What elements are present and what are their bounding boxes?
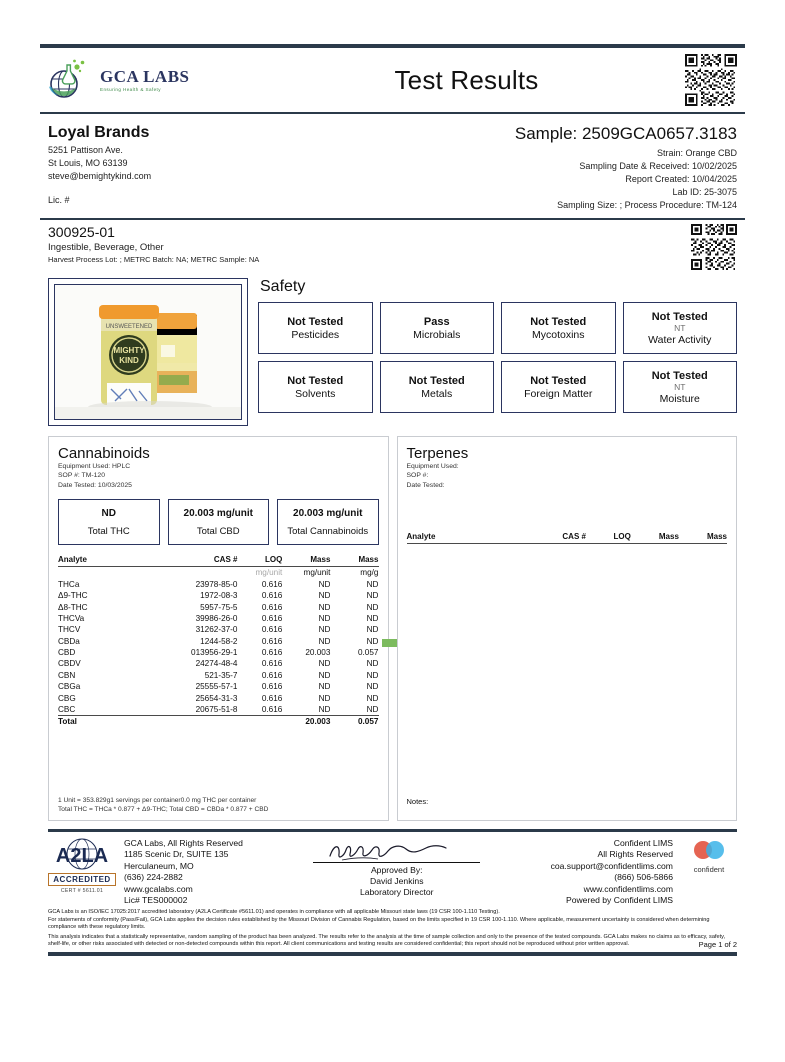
cell-analyte: THCV	[58, 624, 154, 635]
table-row	[58, 647, 379, 658]
lims-block	[551, 838, 737, 906]
terpenes-title: Terpenes	[407, 445, 728, 462]
sample-strain: Strain: Orange CBD	[515, 147, 737, 160]
terpenes-date-tested: Date Tested:	[407, 482, 728, 490]
cell-loq: 0.616	[237, 681, 282, 692]
cell-loq: 0.616	[237, 670, 282, 681]
col-mass-unit: Mass	[282, 555, 330, 567]
cell-mass-unit: ND	[282, 613, 330, 624]
product-photo	[54, 284, 242, 420]
table-total-row	[58, 716, 379, 728]
col-analyte: Analyte	[58, 555, 154, 567]
table-header-row	[407, 532, 728, 544]
cannabinoids-sop: SOP #: TM-120	[58, 472, 379, 480]
accreditation-block	[48, 838, 243, 906]
lims-phone: (866) 506-5866	[551, 872, 673, 883]
safety-value: Pass	[424, 316, 450, 328]
logo-tagline: Ensuring Health & Safety	[100, 88, 190, 93]
total-label: Total CBD	[197, 526, 240, 537]
safety-box-foreign-matter	[501, 361, 616, 413]
cell-analyte: CBD	[58, 647, 154, 658]
safety-sub: NT	[674, 324, 685, 333]
cell-mass-unit: ND	[282, 579, 330, 590]
cell-analyte: CBN	[58, 670, 154, 681]
safety-results	[258, 278, 737, 426]
table-row	[58, 601, 379, 612]
table-row	[58, 704, 379, 716]
cell-analyte: THCa	[58, 579, 154, 590]
product-lot: Harvest Process Lot: ; METRC Batch: NA; METRC Sample: NA	[48, 255, 259, 264]
cell-cas: 25654-31-3	[154, 692, 237, 703]
cannabinoids-panel	[48, 436, 389, 821]
col-mass-unit: Mass	[631, 532, 679, 544]
safety-grid	[258, 302, 737, 413]
cell-loq: 0.616	[237, 601, 282, 612]
safety-value: Not Tested	[287, 316, 343, 328]
table-row	[58, 579, 379, 590]
lab-license: Lic# TES000002	[124, 895, 243, 906]
disclaimer-conformity: For statements of conformity (Pass/Fail), GCA Labs applies the decision rules established by the Missouri Division of Cannabis Regulation, based on the limits specified in 19 CSR 100-1.110. Where applicable, measurement uncertainty is considered when determining compliance with these regulatory limits.	[48, 917, 737, 931]
cell-cas: 24274-48-4	[154, 658, 237, 669]
cell-cas: 521-35-7	[154, 670, 237, 681]
cell-analyte: CBG	[58, 692, 154, 703]
safety-value: Not Tested	[652, 311, 708, 323]
cell-mass-unit: ND	[282, 601, 330, 612]
client-email: steve@bemightykind.com	[48, 170, 151, 183]
cell-loq: 0.616	[237, 635, 282, 646]
lab-website[interactable]: www.gcalabs.com	[124, 884, 243, 895]
terpenes-notes-label: Notes:	[407, 797, 429, 806]
col-cas: CAS #	[154, 555, 237, 567]
safety-label: Solvents	[295, 388, 335, 400]
cell-mass-unit: ND	[282, 704, 330, 716]
client-address-2: St Louis, MO 63139	[48, 157, 151, 170]
cell-analyte: CBC	[58, 704, 154, 716]
disclaimer-analysis: This analysis indicates that a statistically representative, random sampling of the product has been analyzed. The results refer to the analysis at the time of sample collection and only to the presence of the tested compounds. GCA Labs makes no claims as to efficacy, safety, shelf-life, or other risks associated with detected or non-detected compounds within this report. All client communications and testing results are considered confidential; this report should not be reproduced without prior written approval.	[48, 934, 737, 948]
table-row	[58, 624, 379, 635]
svg-text:UNSWEETENED: UNSWEETENED	[106, 324, 153, 330]
cell-mass-g: ND	[330, 704, 378, 716]
total-label: Total Cannabinoids	[287, 526, 368, 537]
cannabinoids-equipment: Equipment Used: HPLC	[58, 463, 379, 471]
terpenes-sop: SOP #:	[407, 472, 728, 480]
page-number: Page 1 of 2	[40, 940, 745, 949]
col-mass-g: Mass	[679, 532, 727, 544]
safety-label: Water Activity	[648, 334, 711, 346]
confident-logo	[681, 838, 737, 874]
safety-value: Not Tested	[287, 375, 343, 387]
terpenes-table	[407, 532, 728, 544]
cell-mass-unit: ND	[282, 681, 330, 692]
lab-rights: GCA Labs, All Rights Reserved	[124, 838, 243, 849]
cell-mass-unit: ND	[282, 658, 330, 669]
cell-mass-g: ND	[330, 692, 378, 703]
cell-cas: 39986-26-0	[154, 613, 237, 624]
approver-title: Laboratory Director	[309, 887, 484, 898]
results-panels	[40, 426, 745, 821]
cell-cas: 31262-37-0	[154, 624, 237, 635]
safety-box-solvents	[258, 361, 373, 413]
cell-cas: 1972-08-3	[154, 590, 237, 601]
safety-title: Safety	[260, 278, 737, 296]
safety-box-metals	[380, 361, 495, 413]
total-label: Total THC	[88, 526, 130, 537]
confident-wordmark: confident	[681, 865, 737, 874]
sample-report-created: Report Created: 10/04/2025	[515, 173, 737, 186]
cannabinoids-footnotes	[58, 797, 268, 814]
col-mass-g: Mass	[330, 555, 378, 567]
cell-mass-unit: ND	[282, 635, 330, 646]
product-type: Ingestible, Beverage, Other	[48, 242, 259, 253]
cell-mass-g: ND	[330, 590, 378, 601]
table-row	[58, 692, 379, 703]
total-thc-box	[58, 499, 160, 545]
safety-value: Not Tested	[652, 370, 708, 382]
safety-section	[40, 278, 745, 426]
cannabinoids-table-body	[58, 567, 379, 728]
cell-mass-g: ND	[330, 613, 378, 624]
table-units-row: mg/unit mg/unit mg/g	[58, 567, 379, 579]
svg-text:MIGHTY: MIGHTY	[113, 346, 145, 355]
cell-analyte: THCVa	[58, 613, 154, 624]
a2la-logo	[48, 838, 116, 894]
client-sample-block	[40, 114, 745, 218]
cell-mass-unit: 20.003	[282, 647, 330, 658]
product-info	[48, 224, 259, 264]
bottom-rule	[48, 952, 737, 956]
safety-sub: NT	[674, 383, 685, 392]
svg-text:A2LA: A2LA	[56, 845, 108, 867]
lab-phone: (636) 224-2882	[124, 872, 243, 883]
col-cas: CAS #	[503, 532, 586, 544]
safety-label: Metals	[421, 388, 452, 400]
lab-city: Herculaneum, MO	[124, 861, 243, 872]
cannabinoids-date-tested: Date Tested: 10/03/2025	[58, 482, 379, 490]
safety-box-mycotoxins	[501, 302, 616, 354]
svg-text:KIND: KIND	[119, 356, 139, 365]
safety-label: Moisture	[660, 393, 700, 405]
sample-lab-id: Lab ID: 25-3075	[515, 186, 737, 199]
client-info	[48, 124, 151, 212]
cell-loq: 0.616	[237, 579, 282, 590]
cell-mass-g: ND	[330, 658, 378, 669]
a2la-globe-icon	[52, 838, 112, 872]
cell-analyte: Δ9-THC	[58, 590, 154, 601]
globe-flask-icon	[48, 57, 94, 103]
accredited-badge: ACCREDITED	[48, 873, 116, 886]
client-license: Lic. #	[48, 195, 151, 205]
logo-wordmark: GCA LABS	[100, 68, 190, 85]
cannabinoids-table	[58, 555, 379, 727]
cell-cas: 1244-58-2	[154, 635, 237, 646]
cell-mass-g: ND	[330, 670, 378, 681]
sample-size-procedure: Sampling Size: ; Process Procedure: TM-124	[515, 199, 737, 212]
signature-image	[309, 840, 484, 862]
lab-street: 1185 Scenic Dr, SUITE 135	[124, 849, 243, 860]
table-row	[58, 670, 379, 681]
table-row	[58, 613, 379, 624]
cell-total-mass-g: 0.057	[330, 716, 378, 728]
page-footer	[40, 832, 745, 906]
approved-by-label: Approved By:	[309, 865, 484, 876]
terpenes-equipment: Equipment Used:	[407, 463, 728, 471]
lims-name: Confident LIMS	[551, 838, 673, 849]
cell-total-label: Total	[58, 716, 154, 728]
product-block	[40, 220, 745, 278]
confident-dots-icon	[681, 838, 737, 864]
cell-mass-g: ND	[330, 601, 378, 612]
cell-analyte: CBDa	[58, 635, 154, 646]
product-photo-frame	[48, 278, 248, 426]
total-value: 20.003 mg/unit	[184, 508, 253, 519]
lims-info	[551, 838, 673, 906]
cell-cas: 20675-51-8	[154, 704, 237, 716]
lims-powered-by: Powered by Confident LIMS	[551, 895, 673, 906]
safety-label: Mycotoxins	[532, 329, 585, 341]
page-title: Test Results	[394, 65, 538, 96]
table-row	[58, 681, 379, 692]
product-qr-code[interactable]	[691, 224, 737, 270]
sample-received-date: Sampling Date & Received: 10/02/2025	[515, 160, 737, 173]
safety-box-pesticides	[258, 302, 373, 354]
footnote-unit: 1 Unit = 353.829g1 servings per container0.0 mg THC per container	[58, 797, 268, 806]
accreditation-cert: CERT # 5611.01	[48, 888, 116, 894]
cell-loq: 0.616	[237, 624, 282, 635]
cell-cas: 013956-29-1	[154, 647, 237, 658]
cell-loq: 0.616	[237, 704, 282, 716]
cell-mass-unit: ND	[282, 670, 330, 681]
total-cannabinoids-box	[277, 499, 379, 545]
page-header	[40, 48, 745, 112]
safety-label: Pesticides	[291, 329, 339, 341]
client-name: Loyal Brands	[48, 124, 151, 142]
cell-mass-g: ND	[330, 624, 378, 635]
table-row	[58, 635, 379, 646]
cell-cas: 23978-85-0	[154, 579, 237, 590]
col-loq: LOQ	[586, 532, 631, 544]
cell-loq: 0.616	[237, 692, 282, 703]
safety-box-water-activity	[623, 302, 738, 354]
cell-loq: 0.616	[237, 613, 282, 624]
cell-analyte: CBDV	[58, 658, 154, 669]
cell-mass-g: ND	[330, 635, 378, 646]
col-loq: LOQ	[237, 555, 282, 567]
cell-mass-g: ND	[330, 681, 378, 692]
col-analyte: Analyte	[407, 532, 503, 544]
cell-mass-g: 0.057	[330, 647, 378, 658]
sample-id: Sample: 2509GCA0657.3183	[515, 124, 737, 144]
cell-loq: 0.616	[237, 647, 282, 658]
safety-value: Not Tested	[530, 316, 586, 328]
disclaimer-iso: GCA Labs is an ISO/IEC 17025:2017 accredited laboratory (A2LA Certificate #5611.01) and operates in compliance with all applicable Missouri state laws (19 CSR 100-1.110 Testing).	[48, 909, 737, 916]
lims-rights: All Rights Reserved	[551, 849, 673, 860]
table-header-row	[58, 555, 379, 567]
cannabinoids-title: Cannabinoids	[58, 445, 379, 462]
cell-mass-unit: ND	[282, 624, 330, 635]
cannabinoid-totals	[58, 499, 379, 545]
cell-mass-g: ND	[330, 579, 378, 590]
cell-mass-unit: ND	[282, 590, 330, 601]
signature-block	[309, 838, 484, 898]
cell-analyte: Δ8-THC	[58, 601, 154, 612]
gca-labs-logo	[48, 57, 248, 103]
product-code: 300925-01	[48, 224, 259, 240]
safety-label: Foreign Matter	[524, 388, 592, 400]
table-row	[58, 590, 379, 601]
total-cbd-box	[168, 499, 270, 545]
total-value: 20.003 mg/unit	[293, 508, 362, 519]
lims-email[interactable]: coa.support@confidentlims.com	[551, 861, 673, 872]
client-address-1: 5251 Pattison Ave.	[48, 144, 151, 157]
terpenes-panel	[397, 436, 738, 821]
sample-info	[515, 124, 737, 212]
coa-page	[0, 44, 785, 1062]
lab-contact-info	[124, 838, 243, 906]
total-value: ND	[102, 508, 116, 519]
cell-cas: 25555-57-1	[154, 681, 237, 692]
cell-cas: 5957-75-5	[154, 601, 237, 612]
safety-value: Not Tested	[530, 375, 586, 387]
table-row	[58, 658, 379, 669]
lims-website[interactable]: www.confidentlims.com	[551, 884, 673, 895]
footnote-formula: Total THC = THCa * 0.877 + Δ9-THC; Total CBD = CBDa * 0.877 + CBD	[58, 806, 268, 815]
cell-loq: 0.616	[237, 658, 282, 669]
cell-total-mass-unit: 20.003	[282, 716, 330, 728]
cell-analyte: CBGa	[58, 681, 154, 692]
approver-name: David Jenkins	[309, 876, 484, 887]
cell-loq: 0.616	[237, 590, 282, 601]
cell-mass-unit: ND	[282, 692, 330, 703]
safety-box-microbials	[380, 302, 495, 354]
safety-box-moisture	[623, 361, 738, 413]
header-qr-code[interactable]	[685, 54, 737, 106]
safety-value: Not Tested	[409, 375, 465, 387]
safety-label: Microbials	[413, 329, 460, 341]
